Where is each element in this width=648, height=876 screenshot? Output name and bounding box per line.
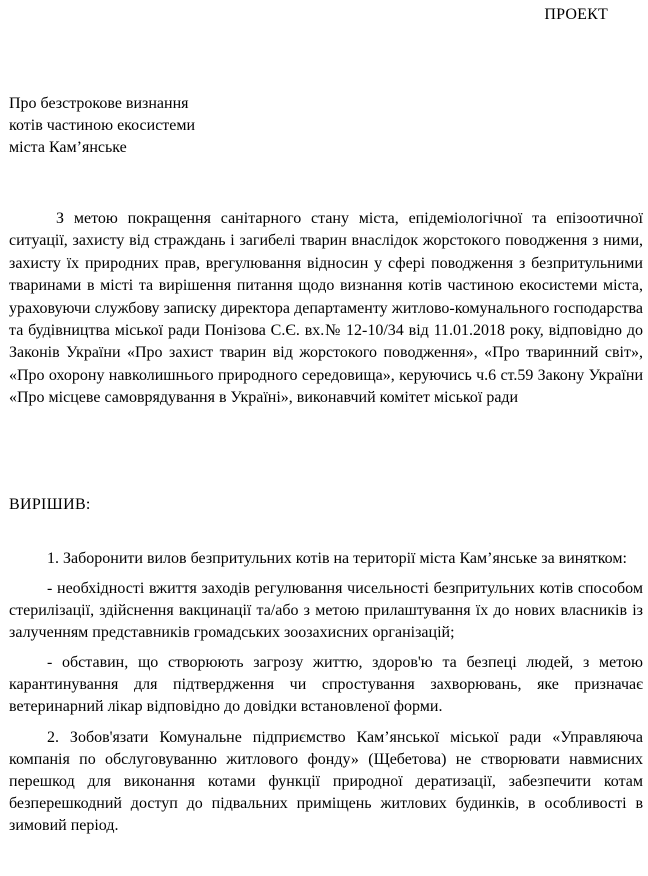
decision-heading: ВИРІШИВ: (9, 496, 91, 513)
decision-subitem-2: - обставин, що створюють загрозу життю, здоров'ю та безпеці людей, з метою карантинування для підтвердження чи спростування захворювань, яке призначає ветеринарний лікар відповідно до довідки встановленої форми. (9, 654, 643, 715)
title-line: міста Кам’янське (9, 139, 127, 156)
decision-item-2: 2. Зобов'язати Комунальне підприємство Кам’янської міської ради «Управляюча компанія по обслуговуванню житлового фонду» (Щебетова) не створювати навмисних перешкод для виконання котами функції природної дератизації, забезпечити котам безперешкодний доступ до підвальних приміщень житлових будинків, в особливості в зимовий період. (9, 729, 643, 834)
decision-items (9, 548, 643, 837)
title-line: Про безстрокове визнання (9, 95, 189, 112)
preamble-paragraph: З метою покращення санітарного стану міста, епідеміологічної та епізоотичної ситуації, захисту від страждань і загибелі тварин внаслідок жорстокого поводження з ними, захисту їх природних прав, врегулювання відносин у сфері поводження з безпритульними тваринами в місті та вирішення питання щодо визнання котів частиною екосистеми міста, ураховуючи службову записку директора департаменту житлово-комунального господарства та будівництва міської ради Понізова С.Є. вх.№ 12-10/34 від 11.01.2018 року, відповідно до Законів України «Про захист тварин від жорстокого поводження», «Про тваринний світ», «Про охорону навколишнього природного середовища», керуючись ч.6 ст.59 Закону України «Про місцеве самоврядування в Україні», виконавчий комітет міської ради (9, 210, 643, 407)
decision-subitem-1: - необхідності вжиття заходів регулювання чисельності безпритульних котів способом стерилізації, здійснення вакцинації та/або з метою прилаштування їх до нових власників із залученням представників громадських зоозахисних організацій; (9, 580, 643, 641)
decision-item-1: 1. Заборонити вилов безпритульних котів на території міста Кам’янське за винятком: (47, 550, 627, 567)
draft-stamp: ПРОЕКТ (544, 6, 608, 23)
title-line: котів частиною екосистеми (9, 117, 196, 134)
document-title (9, 93, 329, 159)
